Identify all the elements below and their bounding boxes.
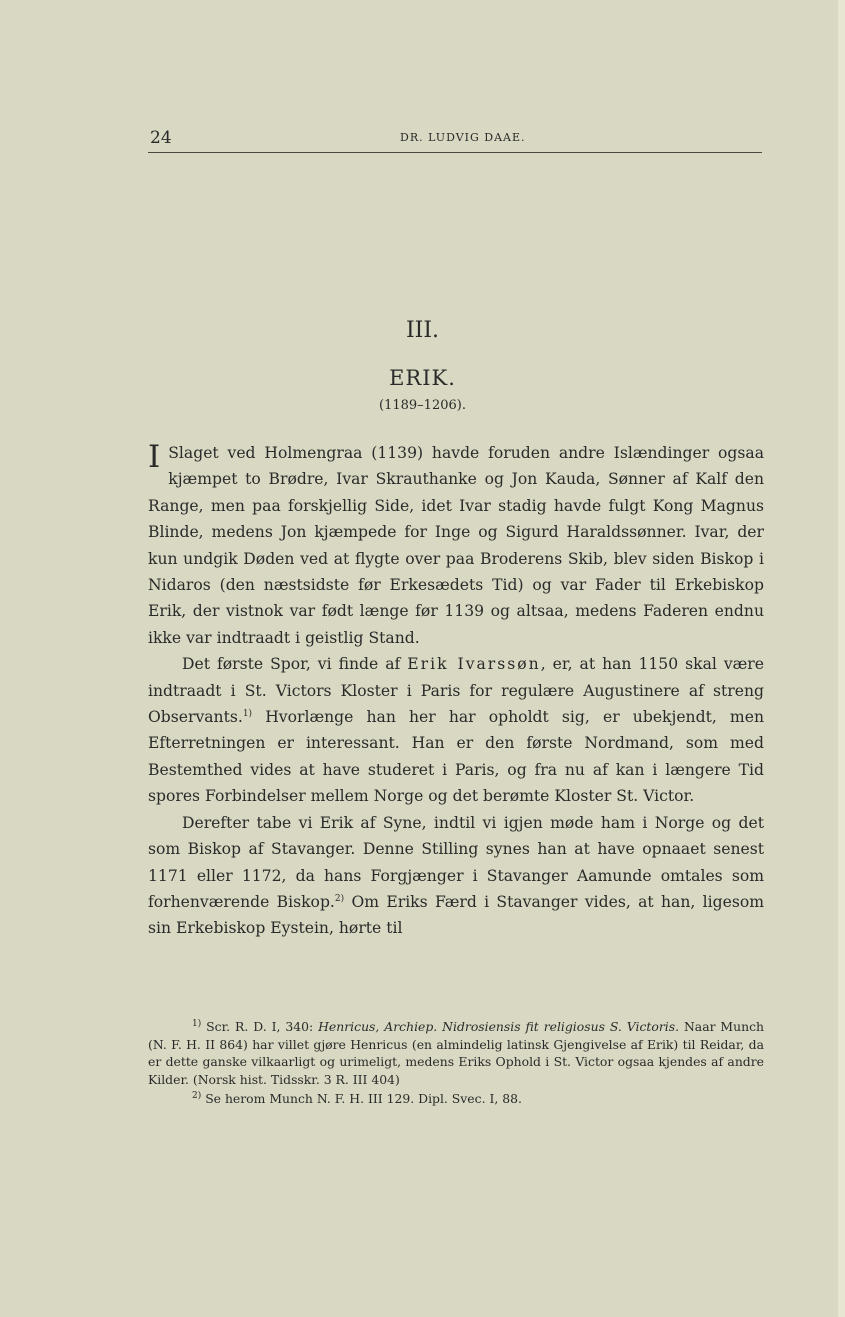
footnote-2: [148, 1090, 764, 1108]
paragraph-3-text-b: Om Eriks Færd i Stavanger vides, at han, ligesom sin Erkebiskop Eystein, hørte til: [148, 892, 765, 938]
spaced-name: Erik Ivarssøn: [407, 655, 541, 674]
footnote-2-text: Se herom Munch N. F. H. III 129. Dipl. Svec. I, 88.: [201, 1091, 522, 1107]
running-head: DR. LUDVIG DAAE.: [400, 131, 526, 144]
paragraph-2-text-b: , er, at han 1150 skal være indtraadt i St. Victors Kloster i Paris for regulære Augustinere af streng Observants.: [148, 655, 764, 727]
footnote-1-text-b: Naar Munch (N. F. H. II 864) har villet gjøre Henricus (en almindelig latinsk Gjengivelse af Erik) til Reidar, da er dette ganske vilkaarligt og urimeligt, medens Eriks Ophold i St. Victor ogsaa kjendes af andre Kilder. (Norsk hist. Tidsskr. 3 R. III 404): [148, 1019, 764, 1087]
page-number: 24: [150, 128, 172, 148]
footnote-2-mark: 2): [192, 1091, 202, 1102]
chapter-dates: (1189–1206).: [379, 398, 466, 413]
paragraph-2: [148, 651, 764, 809]
body-text: [148, 440, 764, 942]
paragraph-3: [148, 810, 764, 942]
chapter-number: III.: [405, 318, 440, 343]
footnote-ref-1: 1): [242, 708, 253, 719]
footnotes: [148, 1018, 764, 1108]
footnote-1-mark: 1): [192, 1018, 202, 1029]
paragraph-1: [148, 440, 764, 651]
footnote-1-text-a: Scr. R. D. I, 340:: [201, 1019, 319, 1034]
paragraph-2-text-c: Hvorlænge han her har opholdt sig, er ubekjendt, men Efterretningen er interessant. Han er den første Nordmand, som med Bestemthed vides at have studeret i Paris, og fra nu af kan i længere Tid spores Forbindelser mellem Norge og det berømte Kloster St. Victor.: [148, 708, 764, 806]
header-rule: [148, 152, 762, 153]
footnote-1-italic: Henricus, Archiep. Nidrosiensis fit religiosus S. Victoris.: [318, 1019, 680, 1034]
page-edge: [838, 0, 845, 1317]
footnote-1: [148, 1018, 764, 1088]
footnote-ref-2: 2): [334, 893, 345, 904]
paragraph-3-text-a: Derefter tabe vi Erik af Syne, indtil vi igjen møde ham i Norge og det som Biskop af Stavanger. Denne Stilling synes han at have opnaaet senest 1171 eller 1172, da hans Forgjænger i Stavanger Aamunde omtales som forhenværende Biskop.: [148, 813, 764, 911]
paragraph-2-text-a: Det første Spor, vi finde af: [182, 655, 401, 674]
drop-cap: I: [148, 439, 161, 475]
paragraph-1-text: Slaget ved Holmengraa (1139) havde foruden andre Islændinger ogsaa kjæmpet to Brødre, Ivar Skrauthanke og Jon Kauda, Sønner af Kalf den Range, men paa forskjellig Side, idet Ivar stadig havde fulgt Kong Magnus Blinde, medens Jon kjæmpede for Inge og Sigurd Haraldssønner. Ivar, der kun undgik Døden ved at flygte over paa Broderens Skib, blev siden Biskop i Nidaros (den næstsidste før Erkesædets Tid) og var Fader til Erkebiskop Erik, der vistnok var født længe før 1139 og altsaa, medens Faderen endnu ikke var indtraadt i geistlig Stand.: [148, 444, 764, 647]
chapter-title: ERIK.: [389, 366, 456, 390]
